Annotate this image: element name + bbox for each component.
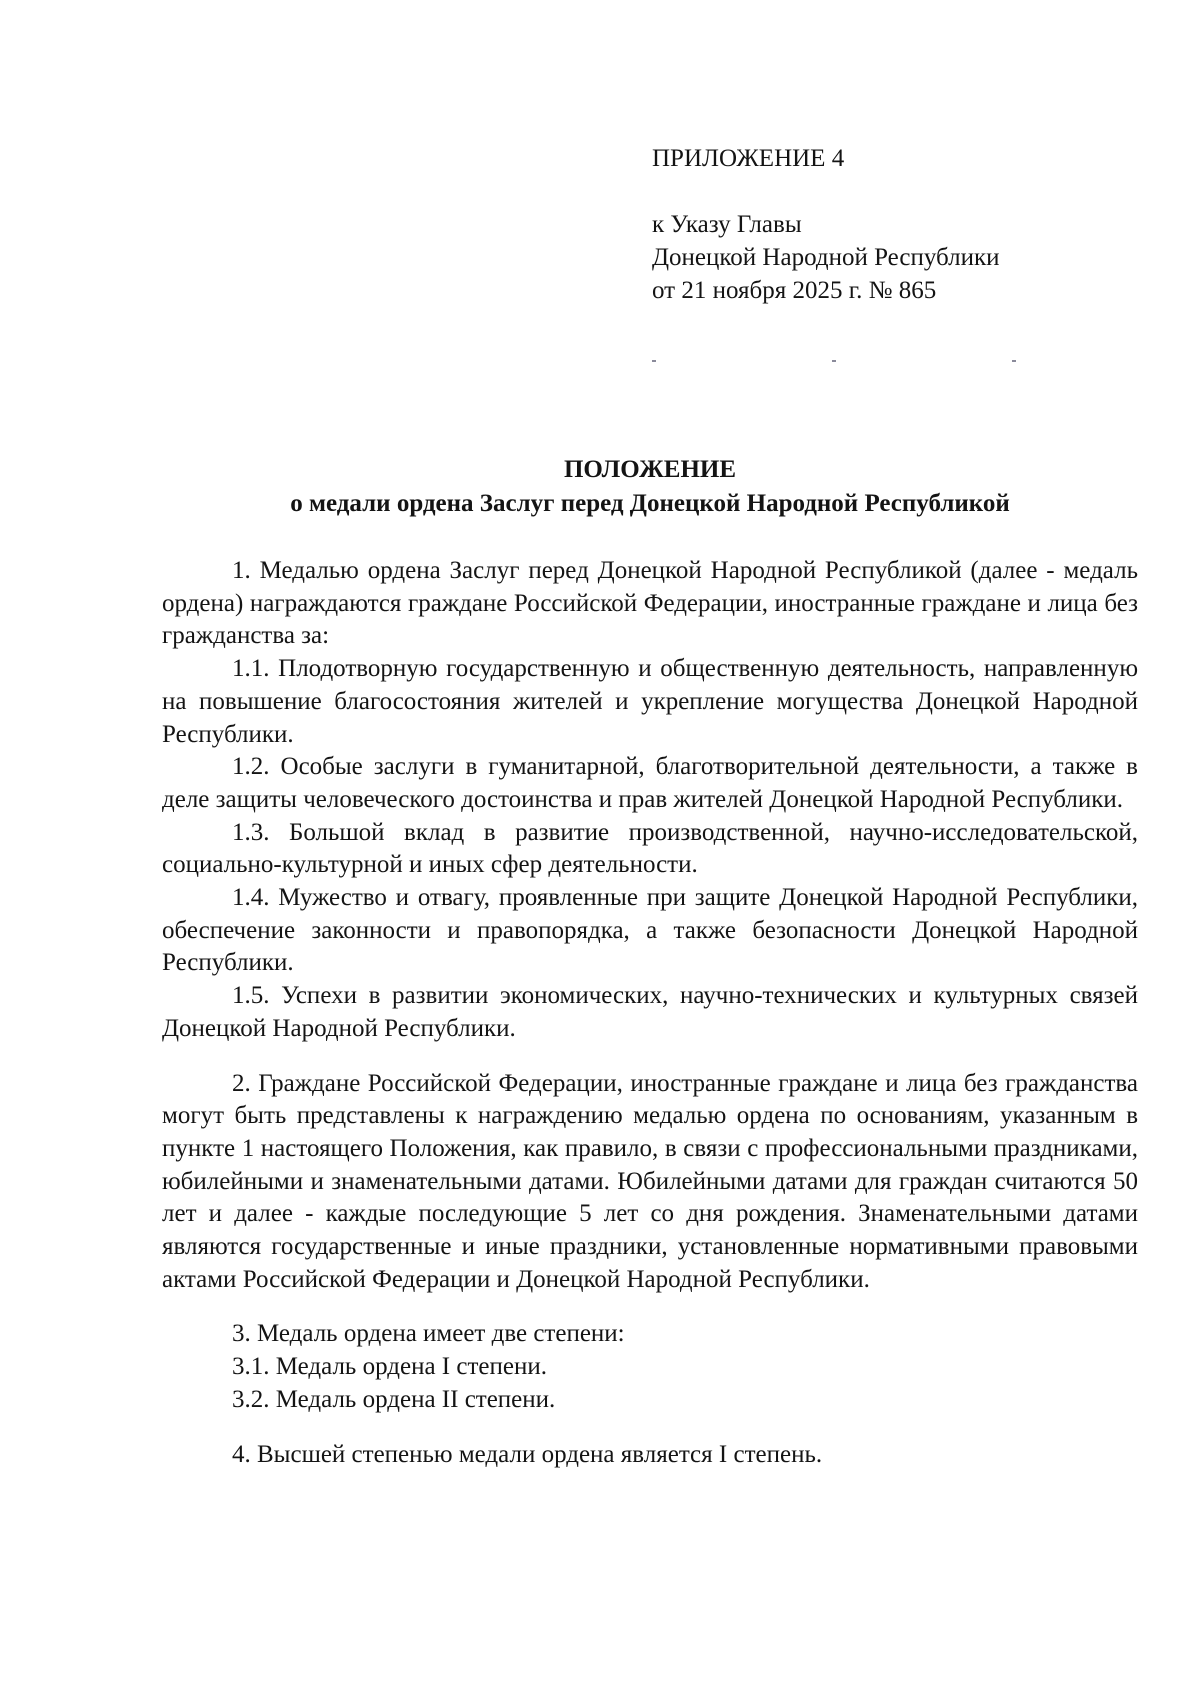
decree-reference xyxy=(652,208,1152,307)
paragraph-1-3: 1.3. Большой вклад в развитие производственной, научно-исследовательской, социально-культурной и иных сфер деятельности. xyxy=(162,818,1138,879)
paragraph-1: 1. Медалью ордена Заслуг перед Донецкой Народной Республикой (далее - медаль ордена) награждаются граждане Российской Федерации, иностранные граждане и лица без гражданства за: xyxy=(162,557,1138,650)
scan-dot xyxy=(832,360,836,362)
paragraph-3: 3. Медаль ордена имеет две степени: xyxy=(232,1320,625,1348)
document-subtitle: о медали ордена Заслуг перед Донецкой Народной Республикой xyxy=(290,490,1010,517)
paragraph-4: 4. Высшей степенью медали ордена является I степень. xyxy=(232,1440,823,1468)
scan-dot xyxy=(1012,360,1016,362)
scan-artifacts xyxy=(0,360,1200,364)
decree-reference-line-3: от 21 ноября 2025 г. № 865 xyxy=(652,277,937,304)
paragraph-1-2: 1.2. Особые заслуги в гуманитарной, благотворительной деятельности, а также в деле защиты человеческого достоинства и прав жителей Донецкой Народной Республики. xyxy=(162,753,1138,813)
paragraph-1-4: 1.4. Мужество и отвагу, проявленные при защите Донецкой Народной Республики, обеспечение законности и правопорядка, а также безопасности Донецкой Народной Республики. xyxy=(162,884,1138,977)
paragraph-1-1: 1.1. Плодотворную государственную и общественную деятельность, направленную на повышение благосостояния жителей и укрепление могущества Донецкой Народной Республики. xyxy=(162,655,1138,748)
decree-reference-line-2: Донецкой Народной Республики xyxy=(652,244,1000,271)
paragraph-2: 2. Граждане Российской Федерации, иностранные граждане и лица без гражданства могут быть представлены к награждению медалью ордена по основаниям, указанным в пункте 1 настоящего Положения, как правило, в связи с профессиональными праздниками, юбилейными и знаменательными датами. Юбилейными датами для граждан считаются 50 лет и далее - каждые последующие 5 лет со дня рождения. Знаменательными датами являются государственные и иные праздники, установленные нормативными правовыми актами Российской Федерации и Донецкой Народной Республики. xyxy=(162,1069,1138,1293)
appendix-title: ПРИЛОЖЕНИЕ 4 xyxy=(652,145,845,172)
appendix-block xyxy=(652,142,1152,307)
paragraph-1-5: 1.5. Успехи в развитии экономических, научно-технических и культурных связей Донецкой Народной Республики. xyxy=(162,982,1138,1042)
paragraph-3-2: 3.2. Медаль ордена II степени. xyxy=(232,1385,556,1413)
decree-reference-line-1: к Указу Главы xyxy=(652,211,802,238)
scan-dot xyxy=(652,360,656,362)
document-body xyxy=(162,555,1138,1471)
paragraph-3-1: 3.1. Медаль ордена I степени. xyxy=(232,1353,547,1381)
document-title: ПОЛОЖЕНИЕ xyxy=(563,456,737,483)
